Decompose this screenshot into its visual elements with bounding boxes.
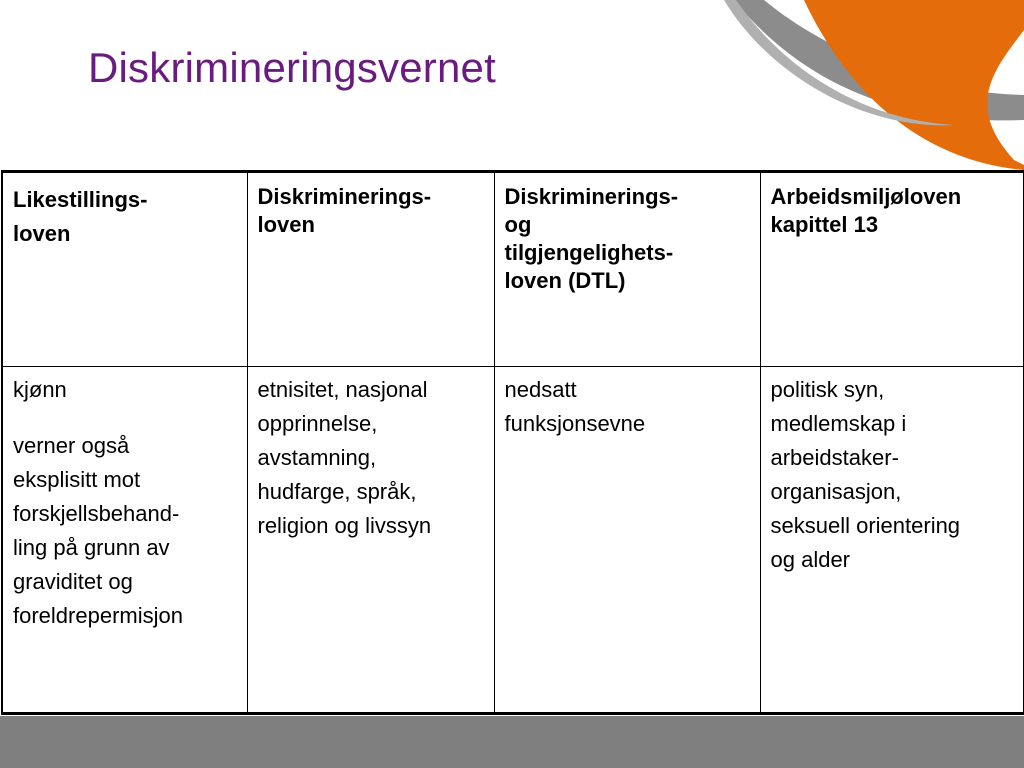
cell-text: politisk syn, medlemskap i arbeidstaker- organisasjon, seksuell orientering og alder bbox=[770, 377, 961, 572]
law-comparison-table-wrapper bbox=[0, 170, 1024, 715]
cell-arbeidsmiljoloven bbox=[760, 367, 1024, 714]
cell-text: kjønn bbox=[13, 377, 67, 402]
header-arbeidsmiljoloven: Arbeidsmiljøloven kapittel 13 bbox=[760, 172, 1024, 367]
swoosh-decoration bbox=[724, 0, 1024, 175]
cell-text: verner også eksplisitt mot forskjellsbehand- ling på grunn av graviditet og foreldrepermisjon bbox=[13, 433, 183, 628]
cell-likestillingsloven bbox=[2, 367, 247, 714]
paragraph-gap bbox=[13, 407, 239, 429]
cell-text: etnisitet, nasjonal opprinnelse, avstamning, hudfarge, språk, religion og livssyn bbox=[257, 377, 432, 538]
footer-bar bbox=[0, 716, 1024, 768]
header-diskrimineringsloven: Diskriminerings- loven bbox=[247, 172, 494, 367]
cell-dtl bbox=[494, 367, 760, 714]
cell-diskrimineringsloven bbox=[247, 367, 494, 714]
table-header-row bbox=[2, 172, 1024, 367]
table-row bbox=[2, 367, 1024, 714]
page-title: Diskrimineringsvernet bbox=[88, 44, 496, 91]
cell-text: nedsatt funksjonsevne bbox=[504, 377, 646, 436]
header-dtl: Diskriminerings- og tilgjengelighets- loven (DTL) bbox=[494, 172, 760, 367]
law-comparison-table bbox=[1, 170, 1024, 715]
header-likestillingsloven: Likestillings- loven bbox=[2, 172, 247, 367]
